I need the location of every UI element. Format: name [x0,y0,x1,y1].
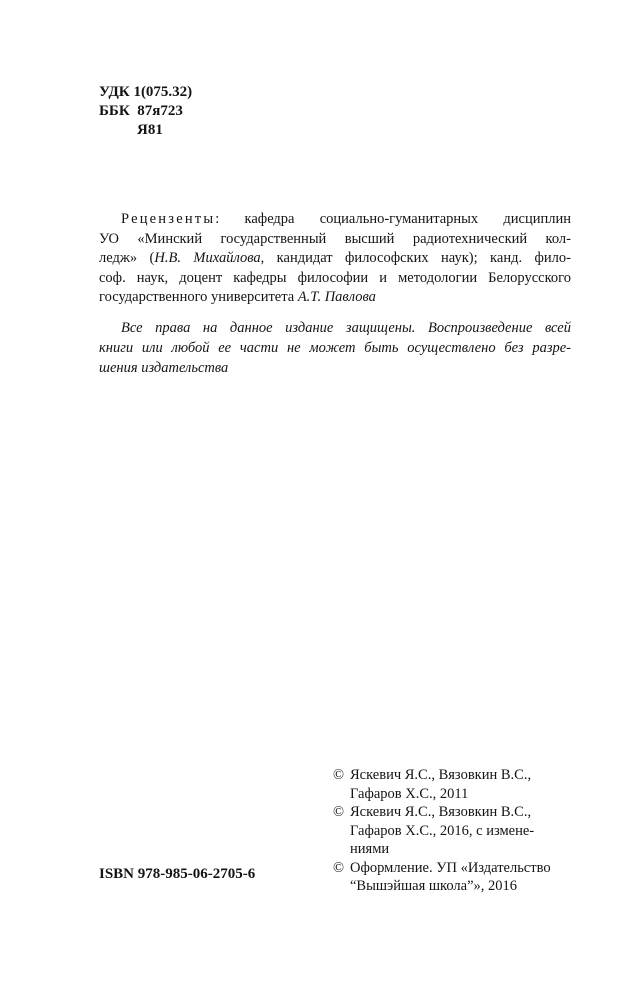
author-mark: Я81 [137,122,163,138]
copyright-entry [333,859,573,896]
reviewers-line-2: УО «Минский государственный высший радиотехнический кол- [99,230,571,247]
copyright-line: “Вышэйшая школа”», 2016 [350,878,518,894]
copyright-entry [333,803,573,859]
rights-line-3: шения издательства [99,360,229,376]
rights-line-1: Все права на данное издание защищены. Воспроизведение всей [121,320,571,336]
reviewers-line-4: соф. наук, доцент кафедры философии и методологии Белорусского [99,269,571,286]
reviewers-text-1: : кафедра социально-гуманитарных дисциплин [215,211,571,227]
copyright-line: Яскевич Я.С., Вязовкин В.С., [350,767,532,783]
copyright-block [333,766,573,896]
rights-line-2: книги или любой ее части не может быть осуществлено без разре- [99,340,571,356]
reviewer-name-1: Н.В. Михайлова [154,250,261,266]
copyright-entry [333,766,573,803]
rights-notice [99,318,571,378]
copyright-icon: © [333,767,345,783]
reviewers-line-1 [99,210,571,230]
reviewers-text-3b: , кандидат философских наук); канд. фило- [260,250,571,266]
copyright-icon: © [333,804,345,820]
copyright-line: Гафаров Х.С., 2011 [350,785,469,802]
copyright-line: ниями [350,841,390,857]
reviewer-name-2: А.Т. Павлова [297,289,376,305]
reviewers-text-5: государственного университета [99,289,298,305]
reviewers-paragraph [99,210,571,308]
copyright-line: Оформление. УП «Издательство [350,859,551,876]
copyright-line: Гафаров Х.С., 2016, с измене- [350,822,535,839]
bbk-code: ББК 87я723 [99,103,183,119]
copyright-icon: © [333,859,345,876]
isbn-number: ISBN 978-985-06-2705-6 [99,866,256,882]
classification-codes [99,83,192,140]
reviewers-line-5 [99,288,571,308]
reviewers-text-3a: ледж» ( [99,250,155,266]
copyright-line: Яскевич Я.С., Вязовкин В.С., [350,804,532,820]
udk-code: УДК 1(075.32) [99,84,193,100]
reviewers-label: Рецензенты [121,211,216,227]
reviewers-line-3 [99,249,571,269]
